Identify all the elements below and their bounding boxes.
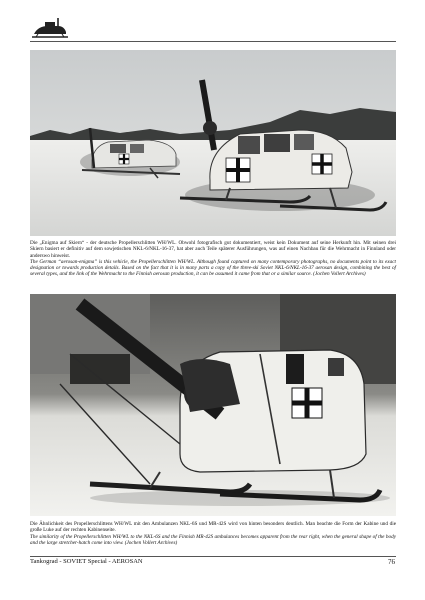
photo-caption-top xyxy=(30,240,396,278)
header-divider xyxy=(30,41,396,42)
page-number: 76 xyxy=(388,558,395,566)
two-aerosans-on-snow-icon xyxy=(30,50,396,236)
running-footer-title: Tankograd - SOVIET Special - AEROSAN xyxy=(30,558,143,565)
caption-german: Die Ähnlichkeit des Propellerschlittens WH/WL mit den Ambulanzen NKL-6S und MR-42S wird von hinten besonders deutlich. Man beachte die Form der Kabine und die große Luke auf der rechten Kabinenseite. xyxy=(30,521,396,534)
aerosan-sled-logo-icon xyxy=(28,14,72,42)
caption-german: Die „Enigma auf Skiern“ - der deutsche Propellerschlitten WH/WL. Obwohl fotografisch gut dokumentiert, weist kein Dokument auf seine Herkunft hin. Mit seinen drei Skiern basiert er definitiv auf dem sowjetischen NKL-6/NKL-16-37, hat aber auch Teile späterer Ausführungen, was auf einen Nachbau für die Wehrmacht in Finnland oder anderswo hinweist. xyxy=(30,240,396,259)
caption-english: The similarity of the Propellerschlitten WH/WL to the NKL-6S and the Finnish MR-42S ambulances becomes apparent from the rear right, when the general shape of the body and the large stretcher-hatch come into view. (Jochen Vollert Archives) xyxy=(30,533,396,546)
footer-divider xyxy=(30,556,396,557)
photo-caption-bottom xyxy=(30,521,396,546)
aerosan-ambulance-rear-icon xyxy=(30,294,396,516)
caption-english: The German “aerosan-enigma” is this vehicle, the Propellerschlitten WH/WL. Although found captured on many contemporary photographs, no documents point to its exact designation or towards production details. Based on the fact that it is in many parts a copy of the three-ski Soviet NKL-6/NKL-16-37 aerosan design, combining the best of several types, and the link of the Wehrmacht to the Finnish aerosan production, it can be assumed it came from that or a similar source. (Jochen Vollert Archives) xyxy=(30,258,396,278)
